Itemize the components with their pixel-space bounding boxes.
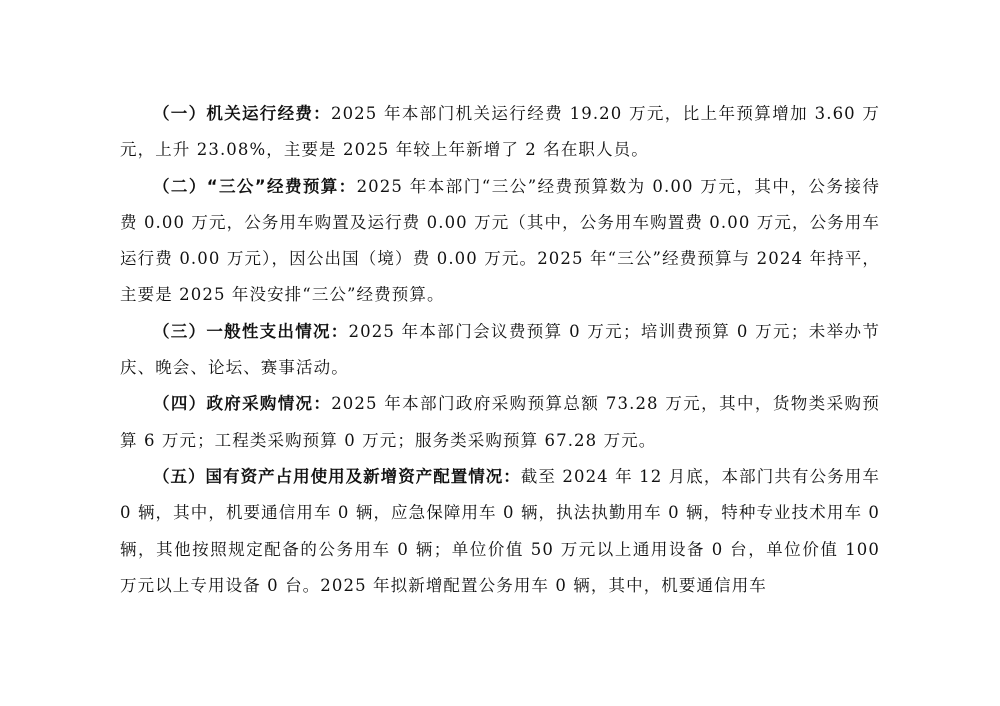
document-page xyxy=(120,96,880,604)
paragraph-general-expenditure xyxy=(120,314,880,387)
section-body: 截至 2024 年 12 月底，本部门共有公务用车 0 辆，其中，机要通信用车 0 辆，应急保障用车 0 辆，执法执勤用车 0 辆，特种专业技术用车 0 辆，其他按照规定配备的公务用车 0 辆；单位价值 50 万元以上通用设备 0 台，单位价值 100 万元以上专用设备 0 台。2025 年拟新增配置公务用车 0 辆，其中，机要通信用车 xyxy=(120,466,881,595)
section-heading: （二）“三公”经费预算： xyxy=(153,176,357,196)
section-body: 2025 年本部门政府采购预算总额 73.28 万元，其中，货物类采购预算 6 万元；工程类采购预算 0 万元；服务类采购预算 67.28 万元。 xyxy=(120,394,881,450)
section-heading: （五）国有资产占用使用及新增资产配置情况： xyxy=(153,466,521,486)
section-body: 2025 年本部门“三公”经费预算数为 0.00 万元，其中，公务接待费 0.00 万元，公务用车购置及运行费 0.00 万元（其中，公务用车购置费 0.00 万元，公务用车运行费 0.00 万元），因公出国（境）费 0.00 万元。2025 年“三公”经费预算与 2024 年持平，主要是 2025 年没安排“三公”经费预算。 xyxy=(120,176,880,305)
paragraph-state-assets xyxy=(120,459,880,604)
paragraph-government-procurement xyxy=(120,386,880,459)
section-heading: （一）机关运行经费： xyxy=(153,104,331,123)
section-heading: （四）政府采购情况： xyxy=(153,394,332,414)
paragraph-three-public-expenses xyxy=(120,169,880,314)
section-heading: （三）一般性支出情况： xyxy=(153,321,349,341)
paragraph-operating-expenses xyxy=(120,96,880,169)
section-body: 2025 年本部门机关运行经费 19.20 万元，比上年预算增加 3.60 万元，上升 23.08%，主要是 2025 年较上年新增了 2 名在职人员。 xyxy=(120,104,881,160)
section-body: 2025 年本部门会议费预算 0 万元；培训费预算 0 万元；未举办节庆、晚会、论坛、赛事活动。 xyxy=(120,321,880,378)
